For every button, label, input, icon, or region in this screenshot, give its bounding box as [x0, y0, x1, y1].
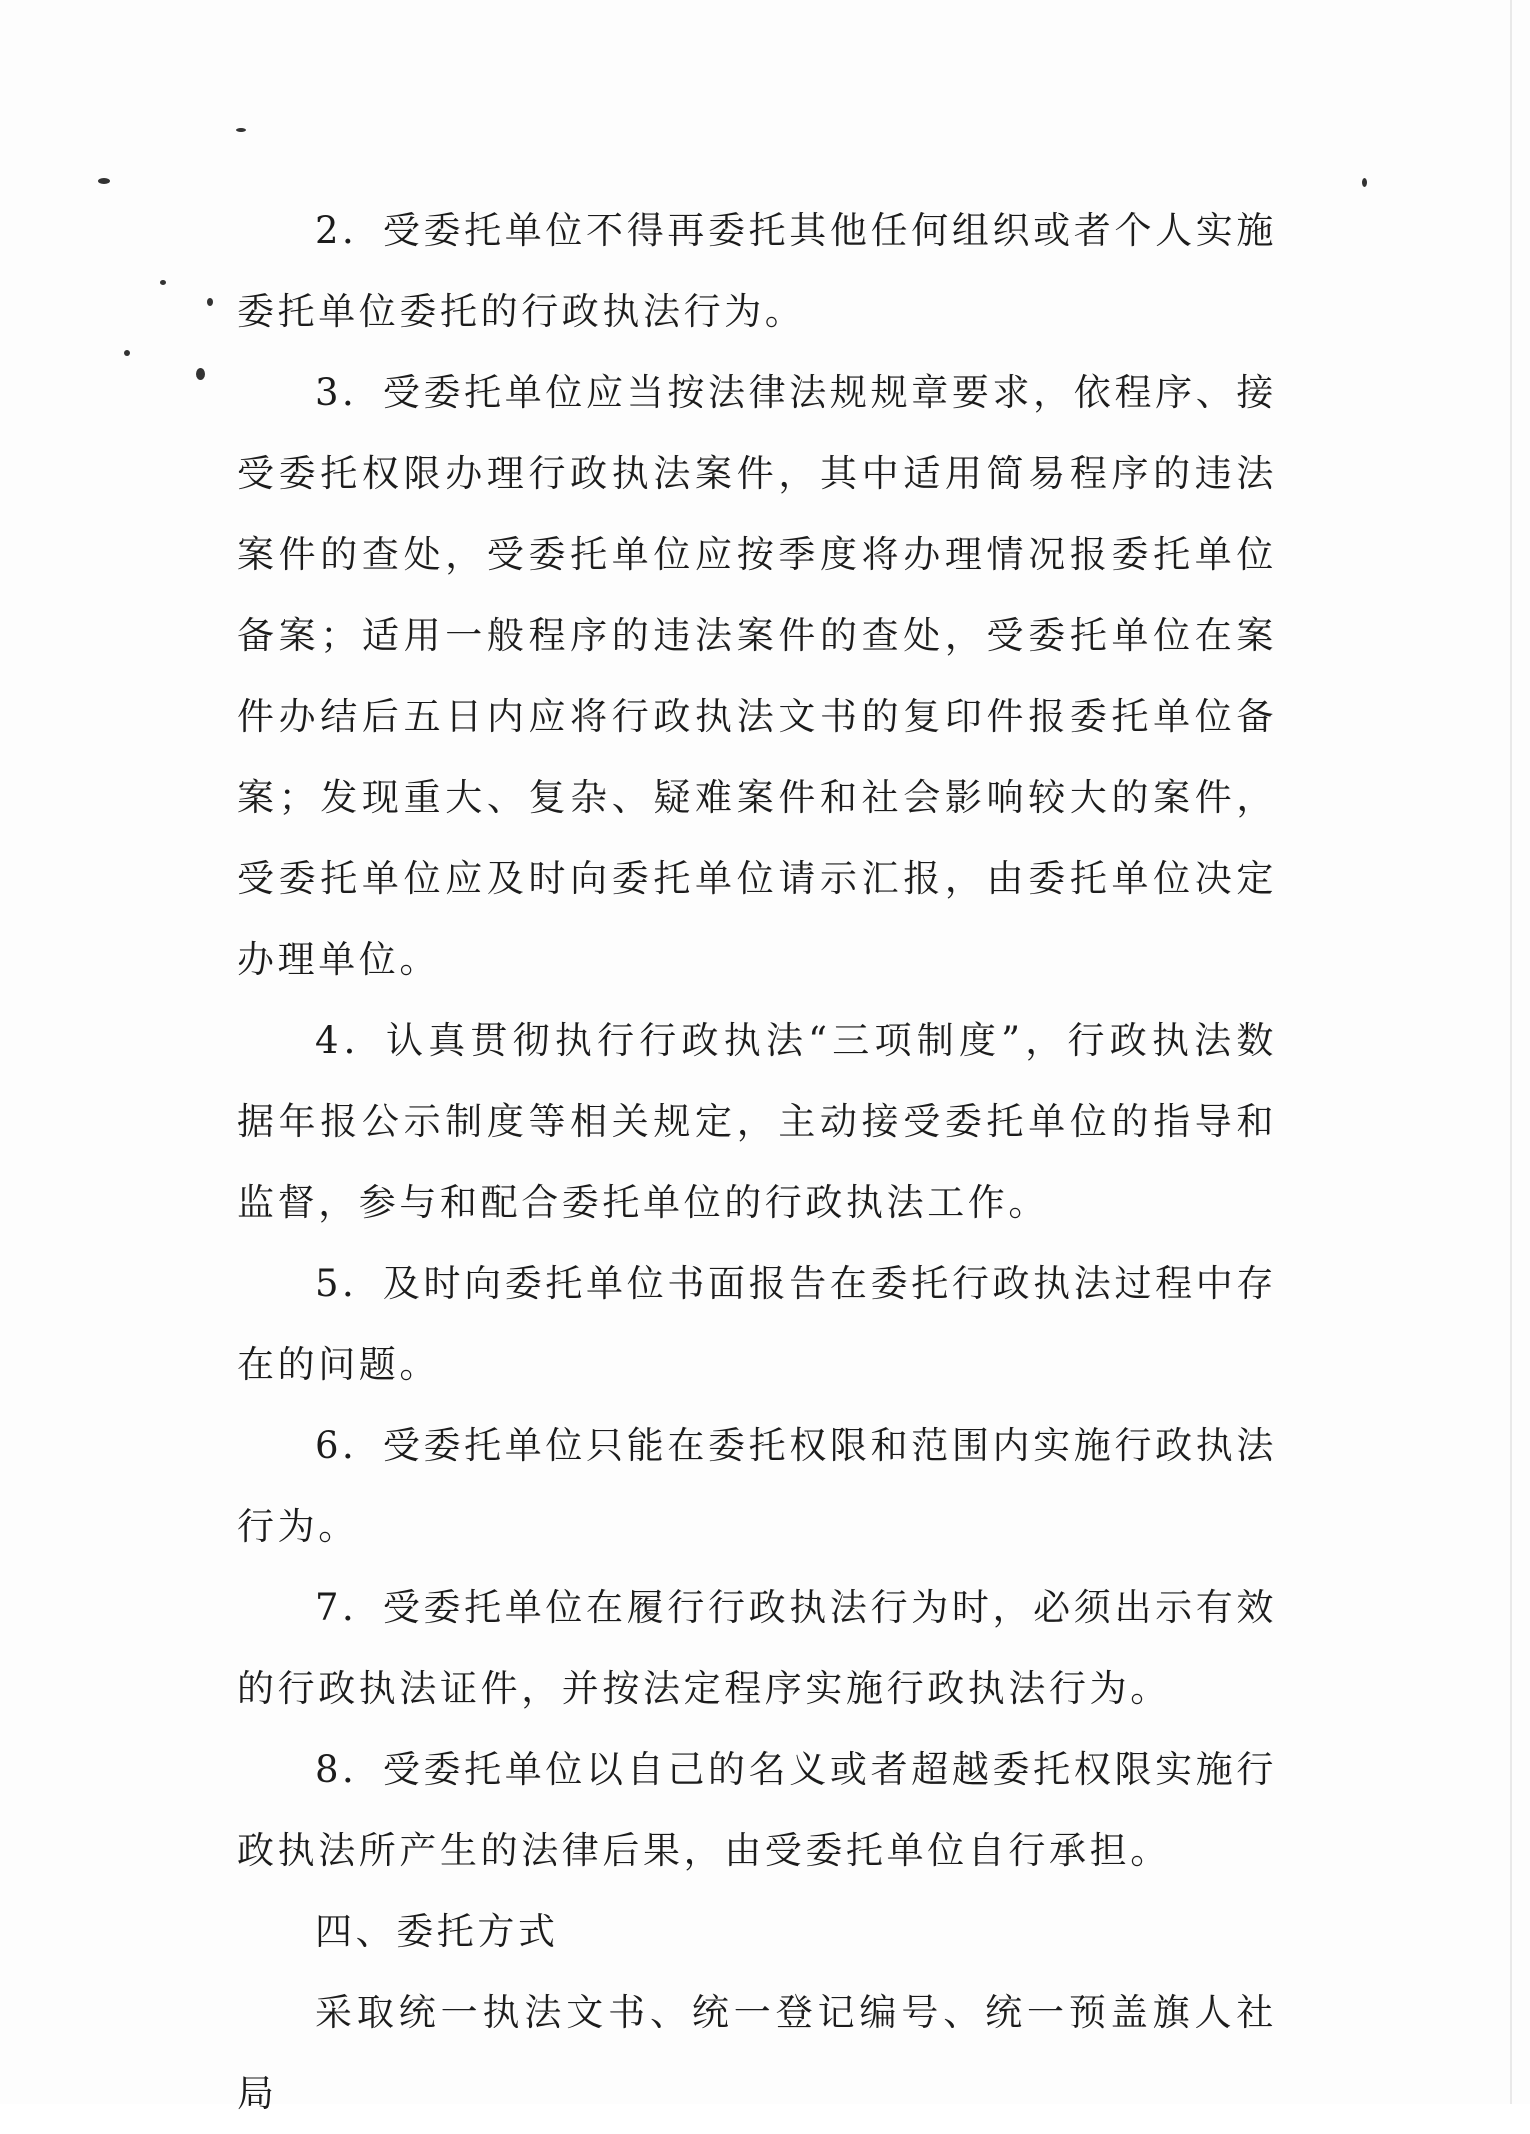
paragraph-item-5: 5．及时向委托单位书面报告在委托行政执法过程中存在的问题。	[237, 1262, 1277, 1386]
paragraph-item-3: 3．受委托单位应当按法律法规规章要求，依程序、接受委托权限办理行政执法案件，其中适用简易程序的违法案件的查处，受委托单位应按季度将办理情况报委托单位备案；适用一般程序的违法案件的查处，受委托单位在案件办结后五日内应将行政执法文书的复印件报委托单位备案；发现重大、复杂、疑难案件和社会影响较大的案件，受委托单位应及时向委托单位请示汇报，由委托单位决定办理单位。	[237, 371, 1277, 981]
scan-speck	[124, 350, 130, 356]
paragraph-item-6: 6．受委托单位只能在委托权限和范围内实施行政执法行为。	[237, 1424, 1277, 1548]
scan-speck	[196, 368, 205, 380]
final-paragraph: 采取统一执法文书、统一登记编号、统一预盖旗人社局	[237, 1991, 1277, 2115]
scan-speck	[160, 280, 166, 285]
page-edge-shadow	[1510, 0, 1512, 2104]
paragraph-item-7: 7．受委托单位在履行行政执法行为时，必须出示有效的行政执法证件，并按法定程序实施行政执法行为。	[237, 1586, 1277, 1710]
section-heading: 四、委托方式	[315, 1910, 559, 1953]
paragraph-item-8: 8．受委托单位以自己的名义或者超越委托权限实施行政执法所产生的法律后果，由受委托单位自行承担。	[237, 1748, 1277, 1872]
scan-speck	[207, 298, 213, 306]
paragraph-item-2: 2．受委托单位不得再委托其他任何组织或者个人实施委托单位委托的行政执法行为。	[237, 209, 1277, 333]
document-body	[237, 190, 1277, 2134]
scan-speck	[98, 178, 110, 184]
scan-speck	[236, 128, 246, 132]
scan-speck	[1362, 178, 1367, 187]
paragraph-item-4: 4．认真贯彻执行行政执法“三项制度”，行政执法数据年报公示制度等相关规定，主动接受委托单位的指导和监督，参与和配合委托单位的行政执法工作。	[237, 1019, 1277, 1224]
